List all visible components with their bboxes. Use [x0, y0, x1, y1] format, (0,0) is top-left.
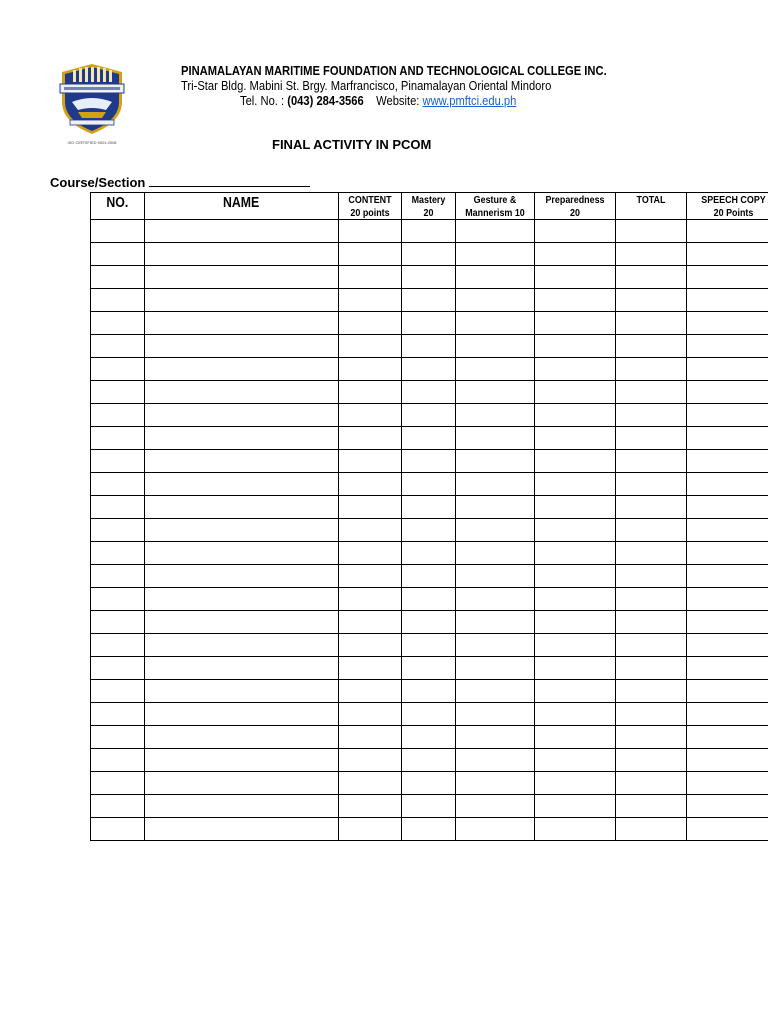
- logo-caption: ISO CERTIFIED 9001:2008: [67, 140, 117, 145]
- cell-preparedness[interactable]: [535, 519, 616, 542]
- cell-mastery[interactable]: [402, 542, 456, 565]
- cell-content[interactable]: [339, 795, 402, 818]
- cell-mastery[interactable]: [402, 289, 456, 312]
- cell-mastery[interactable]: [402, 335, 456, 358]
- table-row: [91, 680, 768, 703]
- cell-preparedness[interactable]: [535, 795, 616, 818]
- cell-name[interactable]: [145, 542, 339, 565]
- cell-preparedness[interactable]: [535, 358, 616, 381]
- table-row: [91, 588, 768, 611]
- table-row: [91, 358, 768, 381]
- cell-gesture[interactable]: [456, 703, 535, 726]
- org-name: PINAMALAYAN MARITIME FOUNDATION AND TECHNOLOGICAL COLLEGE INC.: [181, 63, 607, 78]
- cell-gesture[interactable]: [456, 496, 535, 519]
- cell-total[interactable]: [616, 542, 687, 565]
- cell-gesture[interactable]: [456, 266, 535, 289]
- cell-no[interactable]: [91, 565, 145, 588]
- cell-name[interactable]: [145, 404, 339, 427]
- cell-total[interactable]: [616, 427, 687, 450]
- cell-speech-copy[interactable]: [687, 772, 768, 795]
- col-header-speech-copy: SPEECH COPY 20 Points: [687, 193, 768, 220]
- course-section: [50, 174, 310, 190]
- cell-gesture[interactable]: [456, 657, 535, 680]
- cell-total[interactable]: [616, 703, 687, 726]
- cell-no[interactable]: [91, 703, 145, 726]
- cell-name[interactable]: [145, 358, 339, 381]
- cell-speech-copy[interactable]: [687, 220, 768, 243]
- cell-mastery[interactable]: [402, 795, 456, 818]
- table-row: [91, 312, 768, 335]
- col-header-no: NO.: [91, 193, 145, 220]
- cell-gesture[interactable]: [456, 795, 535, 818]
- cell-mastery[interactable]: [402, 496, 456, 519]
- col-header-preparedness: Preparedness 20: [535, 193, 616, 220]
- cell-name[interactable]: [145, 611, 339, 634]
- cell-no[interactable]: [91, 588, 145, 611]
- cell-no[interactable]: [91, 358, 145, 381]
- cell-gesture[interactable]: [456, 680, 535, 703]
- org-address: Tri-Star Bldg. Mabini St. Brgy. Marfrancisco, Pinamalayan Oriental Mindoro: [181, 78, 552, 93]
- cell-preparedness[interactable]: [535, 588, 616, 611]
- cell-no[interactable]: [91, 381, 145, 404]
- cell-preparedness[interactable]: [535, 657, 616, 680]
- cell-mastery[interactable]: [402, 726, 456, 749]
- cell-preparedness[interactable]: [535, 703, 616, 726]
- table-row: [91, 611, 768, 634]
- table-row: [91, 427, 768, 450]
- cell-no[interactable]: [91, 818, 145, 841]
- cell-content[interactable]: [339, 243, 402, 266]
- cell-speech-copy[interactable]: [687, 312, 768, 335]
- cell-no[interactable]: [91, 772, 145, 795]
- cell-mastery[interactable]: [402, 565, 456, 588]
- cell-gesture[interactable]: [456, 220, 535, 243]
- cell-gesture[interactable]: [456, 519, 535, 542]
- cell-no[interactable]: [91, 473, 145, 496]
- cell-speech-copy[interactable]: [687, 657, 768, 680]
- cell-content[interactable]: [339, 611, 402, 634]
- cell-speech-copy[interactable]: [687, 335, 768, 358]
- cell-mastery[interactable]: [402, 680, 456, 703]
- table-row: [91, 289, 768, 312]
- cell-name[interactable]: [145, 726, 339, 749]
- cell-gesture[interactable]: [456, 542, 535, 565]
- cell-preparedness[interactable]: [535, 289, 616, 312]
- course-section-label: Course/Section: [50, 175, 146, 190]
- cell-gesture[interactable]: [456, 818, 535, 841]
- cell-name[interactable]: [145, 818, 339, 841]
- cell-preparedness[interactable]: [535, 243, 616, 266]
- cell-gesture[interactable]: [456, 749, 535, 772]
- cell-mastery[interactable]: [402, 358, 456, 381]
- cell-content[interactable]: [339, 289, 402, 312]
- cell-mastery[interactable]: [402, 703, 456, 726]
- cell-total[interactable]: [616, 312, 687, 335]
- cell-mastery[interactable]: [402, 634, 456, 657]
- website-link[interactable]: www.pmftci.edu.ph: [422, 93, 517, 108]
- table-body: [91, 220, 768, 841]
- cell-content[interactable]: [339, 404, 402, 427]
- cell-preparedness[interactable]: [535, 381, 616, 404]
- col-header-name: NAME: [145, 193, 339, 220]
- cell-mastery[interactable]: [402, 588, 456, 611]
- tel-number: (043) 284-3566: [287, 93, 364, 108]
- cell-total[interactable]: [616, 657, 687, 680]
- cell-content[interactable]: [339, 749, 402, 772]
- table-row: [91, 473, 768, 496]
- cell-preparedness[interactable]: [535, 220, 616, 243]
- cell-total[interactable]: [616, 795, 687, 818]
- grade-table: [90, 192, 768, 841]
- cell-gesture[interactable]: [456, 634, 535, 657]
- table-row: [91, 657, 768, 680]
- cell-no[interactable]: [91, 496, 145, 519]
- cell-speech-copy[interactable]: [687, 519, 768, 542]
- cell-gesture[interactable]: [456, 473, 535, 496]
- cell-speech-copy[interactable]: [687, 381, 768, 404]
- cell-name[interactable]: [145, 266, 339, 289]
- cell-gesture[interactable]: [456, 565, 535, 588]
- cell-mastery[interactable]: [402, 749, 456, 772]
- cell-content[interactable]: [339, 726, 402, 749]
- cell-content[interactable]: [339, 772, 402, 795]
- cell-no[interactable]: [91, 634, 145, 657]
- table-row: [91, 703, 768, 726]
- cell-no[interactable]: [91, 289, 145, 312]
- table-header-row: [91, 193, 768, 220]
- cell-name[interactable]: [145, 381, 339, 404]
- cell-name[interactable]: [145, 473, 339, 496]
- cell-mastery[interactable]: [402, 312, 456, 335]
- cell-content[interactable]: [339, 657, 402, 680]
- cell-speech-copy[interactable]: [687, 266, 768, 289]
- cell-no[interactable]: [91, 427, 145, 450]
- cell-mastery[interactable]: [402, 657, 456, 680]
- cell-total[interactable]: [616, 726, 687, 749]
- cell-speech-copy[interactable]: [687, 680, 768, 703]
- cell-mastery[interactable]: [402, 519, 456, 542]
- table-row: [91, 266, 768, 289]
- cell-no[interactable]: [91, 450, 145, 473]
- cell-preparedness[interactable]: [535, 565, 616, 588]
- cell-content[interactable]: [339, 220, 402, 243]
- tel-label: Tel. No. :: [240, 93, 285, 108]
- cell-gesture[interactable]: [456, 335, 535, 358]
- cell-speech-copy[interactable]: [687, 450, 768, 473]
- cell-name[interactable]: [145, 450, 339, 473]
- cell-content[interactable]: [339, 519, 402, 542]
- cell-content[interactable]: [339, 450, 402, 473]
- cell-preparedness[interactable]: [535, 611, 616, 634]
- cell-mastery[interactable]: [402, 772, 456, 795]
- cell-total[interactable]: [616, 818, 687, 841]
- cell-speech-copy[interactable]: [687, 496, 768, 519]
- cell-content[interactable]: [339, 266, 402, 289]
- cell-total[interactable]: [616, 266, 687, 289]
- cell-name[interactable]: [145, 220, 339, 243]
- cell-mastery[interactable]: [402, 450, 456, 473]
- table-row: [91, 726, 768, 749]
- cell-gesture[interactable]: [456, 611, 535, 634]
- cell-speech-copy[interactable]: [687, 588, 768, 611]
- cell-total[interactable]: [616, 772, 687, 795]
- cell-no[interactable]: [91, 726, 145, 749]
- col-header-content: CONTENT 20 points: [339, 193, 402, 220]
- cell-no[interactable]: [91, 243, 145, 266]
- cell-preparedness[interactable]: [535, 450, 616, 473]
- cell-mastery[interactable]: [402, 243, 456, 266]
- cell-content[interactable]: [339, 818, 402, 841]
- cell-speech-copy[interactable]: [687, 473, 768, 496]
- cell-total[interactable]: [616, 588, 687, 611]
- cell-name[interactable]: [145, 795, 339, 818]
- table-row: [91, 634, 768, 657]
- cell-preparedness[interactable]: [535, 726, 616, 749]
- cell-name[interactable]: [145, 519, 339, 542]
- table-row: [91, 795, 768, 818]
- cell-name[interactable]: [145, 588, 339, 611]
- cell-gesture[interactable]: [456, 381, 535, 404]
- table-row: [91, 496, 768, 519]
- cell-total[interactable]: [616, 450, 687, 473]
- cell-speech-copy[interactable]: [687, 634, 768, 657]
- table-row: [91, 335, 768, 358]
- table-row: [91, 450, 768, 473]
- cell-mastery[interactable]: [402, 473, 456, 496]
- cell-gesture[interactable]: [456, 726, 535, 749]
- cell-content[interactable]: [339, 496, 402, 519]
- cell-name[interactable]: [145, 703, 339, 726]
- cell-name[interactable]: [145, 657, 339, 680]
- cell-speech-copy[interactable]: [687, 542, 768, 565]
- cell-content[interactable]: [339, 473, 402, 496]
- cell-name[interactable]: [145, 496, 339, 519]
- cell-preparedness[interactable]: [535, 542, 616, 565]
- cell-speech-copy[interactable]: [687, 611, 768, 634]
- cell-mastery[interactable]: [402, 381, 456, 404]
- cell-no[interactable]: [91, 542, 145, 565]
- cell-total[interactable]: [616, 565, 687, 588]
- cell-preparedness[interactable]: [535, 496, 616, 519]
- cell-total[interactable]: [616, 473, 687, 496]
- cell-content[interactable]: [339, 381, 402, 404]
- table-row: [91, 519, 768, 542]
- cell-gesture[interactable]: [456, 772, 535, 795]
- table-row: [91, 818, 768, 841]
- course-section-blank[interactable]: [149, 174, 310, 187]
- cell-gesture[interactable]: [456, 427, 535, 450]
- cell-total[interactable]: [616, 634, 687, 657]
- cell-preparedness[interactable]: [535, 312, 616, 335]
- cell-content[interactable]: [339, 312, 402, 335]
- cell-speech-copy[interactable]: [687, 795, 768, 818]
- cell-name[interactable]: [145, 243, 339, 266]
- cell-gesture[interactable]: [456, 243, 535, 266]
- cell-name[interactable]: [145, 749, 339, 772]
- document-title: FINAL ACTIVITY IN PCOM: [272, 137, 432, 152]
- school-seal-icon: [56, 62, 128, 145]
- cell-name[interactable]: [145, 634, 339, 657]
- cell-speech-copy[interactable]: [687, 427, 768, 450]
- cell-mastery[interactable]: [402, 818, 456, 841]
- cell-preparedness[interactable]: [535, 772, 616, 795]
- cell-content[interactable]: [339, 588, 402, 611]
- cell-gesture[interactable]: [456, 312, 535, 335]
- cell-speech-copy[interactable]: [687, 289, 768, 312]
- table-row: [91, 220, 768, 243]
- cell-mastery[interactable]: [402, 611, 456, 634]
- cell-preparedness[interactable]: [535, 427, 616, 450]
- cell-no[interactable]: [91, 335, 145, 358]
- table-row: [91, 749, 768, 772]
- cell-total[interactable]: [616, 381, 687, 404]
- cell-mastery[interactable]: [402, 220, 456, 243]
- cell-total[interactable]: [616, 220, 687, 243]
- cell-no[interactable]: [91, 404, 145, 427]
- cell-speech-copy[interactable]: [687, 243, 768, 266]
- cell-speech-copy[interactable]: [687, 565, 768, 588]
- cell-total[interactable]: [616, 243, 687, 266]
- cell-name[interactable]: [145, 565, 339, 588]
- cell-mastery[interactable]: [402, 266, 456, 289]
- cell-total[interactable]: [616, 749, 687, 772]
- cell-speech-copy[interactable]: [687, 404, 768, 427]
- cell-speech-copy[interactable]: [687, 358, 768, 381]
- cell-total[interactable]: [616, 519, 687, 542]
- website-label: Website:: [376, 93, 420, 108]
- cell-speech-copy[interactable]: [687, 726, 768, 749]
- cell-preparedness[interactable]: [535, 473, 616, 496]
- cell-name[interactable]: [145, 680, 339, 703]
- cell-preparedness[interactable]: [535, 266, 616, 289]
- table-row: [91, 404, 768, 427]
- cell-preparedness[interactable]: [535, 749, 616, 772]
- cell-gesture[interactable]: [456, 358, 535, 381]
- table-row: [91, 381, 768, 404]
- cell-name[interactable]: [145, 289, 339, 312]
- cell-no[interactable]: [91, 680, 145, 703]
- cell-name[interactable]: [145, 312, 339, 335]
- cell-no[interactable]: [91, 312, 145, 335]
- cell-mastery[interactable]: [402, 427, 456, 450]
- col-header-gesture: Gesture & Mannerism 10: [456, 193, 535, 220]
- cell-name[interactable]: [145, 772, 339, 795]
- cell-speech-copy[interactable]: [687, 749, 768, 772]
- cell-preparedness[interactable]: [535, 680, 616, 703]
- cell-speech-copy[interactable]: [687, 818, 768, 841]
- col-header-total: TOTAL: [616, 193, 687, 220]
- cell-total[interactable]: [616, 404, 687, 427]
- cell-no[interactable]: [91, 749, 145, 772]
- cell-mastery[interactable]: [402, 404, 456, 427]
- cell-content[interactable]: [339, 565, 402, 588]
- cell-content[interactable]: [339, 680, 402, 703]
- col-header-mastery: Mastery 20: [402, 193, 456, 220]
- cell-name[interactable]: [145, 335, 339, 358]
- cell-preparedness[interactable]: [535, 404, 616, 427]
- cell-gesture[interactable]: [456, 450, 535, 473]
- cell-no[interactable]: [91, 519, 145, 542]
- cell-no[interactable]: [91, 220, 145, 243]
- cell-gesture[interactable]: [456, 289, 535, 312]
- table-row: [91, 565, 768, 588]
- cell-preparedness[interactable]: [535, 818, 616, 841]
- cell-preparedness[interactable]: [535, 634, 616, 657]
- cell-no[interactable]: [91, 657, 145, 680]
- cell-speech-copy[interactable]: [687, 703, 768, 726]
- cell-no[interactable]: [91, 795, 145, 818]
- cell-gesture[interactable]: [456, 404, 535, 427]
- cell-content[interactable]: [339, 634, 402, 657]
- cell-gesture[interactable]: [456, 588, 535, 611]
- cell-total[interactable]: [616, 680, 687, 703]
- cell-total[interactable]: [616, 611, 687, 634]
- cell-content[interactable]: [339, 335, 402, 358]
- table-row: [91, 542, 768, 565]
- cell-content[interactable]: [339, 427, 402, 450]
- cell-total[interactable]: [616, 335, 687, 358]
- cell-content[interactable]: [339, 703, 402, 726]
- cell-name[interactable]: [145, 427, 339, 450]
- org-contact: [240, 93, 516, 108]
- cell-no[interactable]: [91, 611, 145, 634]
- cell-total[interactable]: [616, 496, 687, 519]
- cell-content[interactable]: [339, 358, 402, 381]
- cell-no[interactable]: [91, 266, 145, 289]
- cell-total[interactable]: [616, 289, 687, 312]
- table-row: [91, 772, 768, 795]
- cell-content[interactable]: [339, 542, 402, 565]
- table-row: [91, 243, 768, 266]
- cell-preparedness[interactable]: [535, 335, 616, 358]
- cell-total[interactable]: [616, 358, 687, 381]
